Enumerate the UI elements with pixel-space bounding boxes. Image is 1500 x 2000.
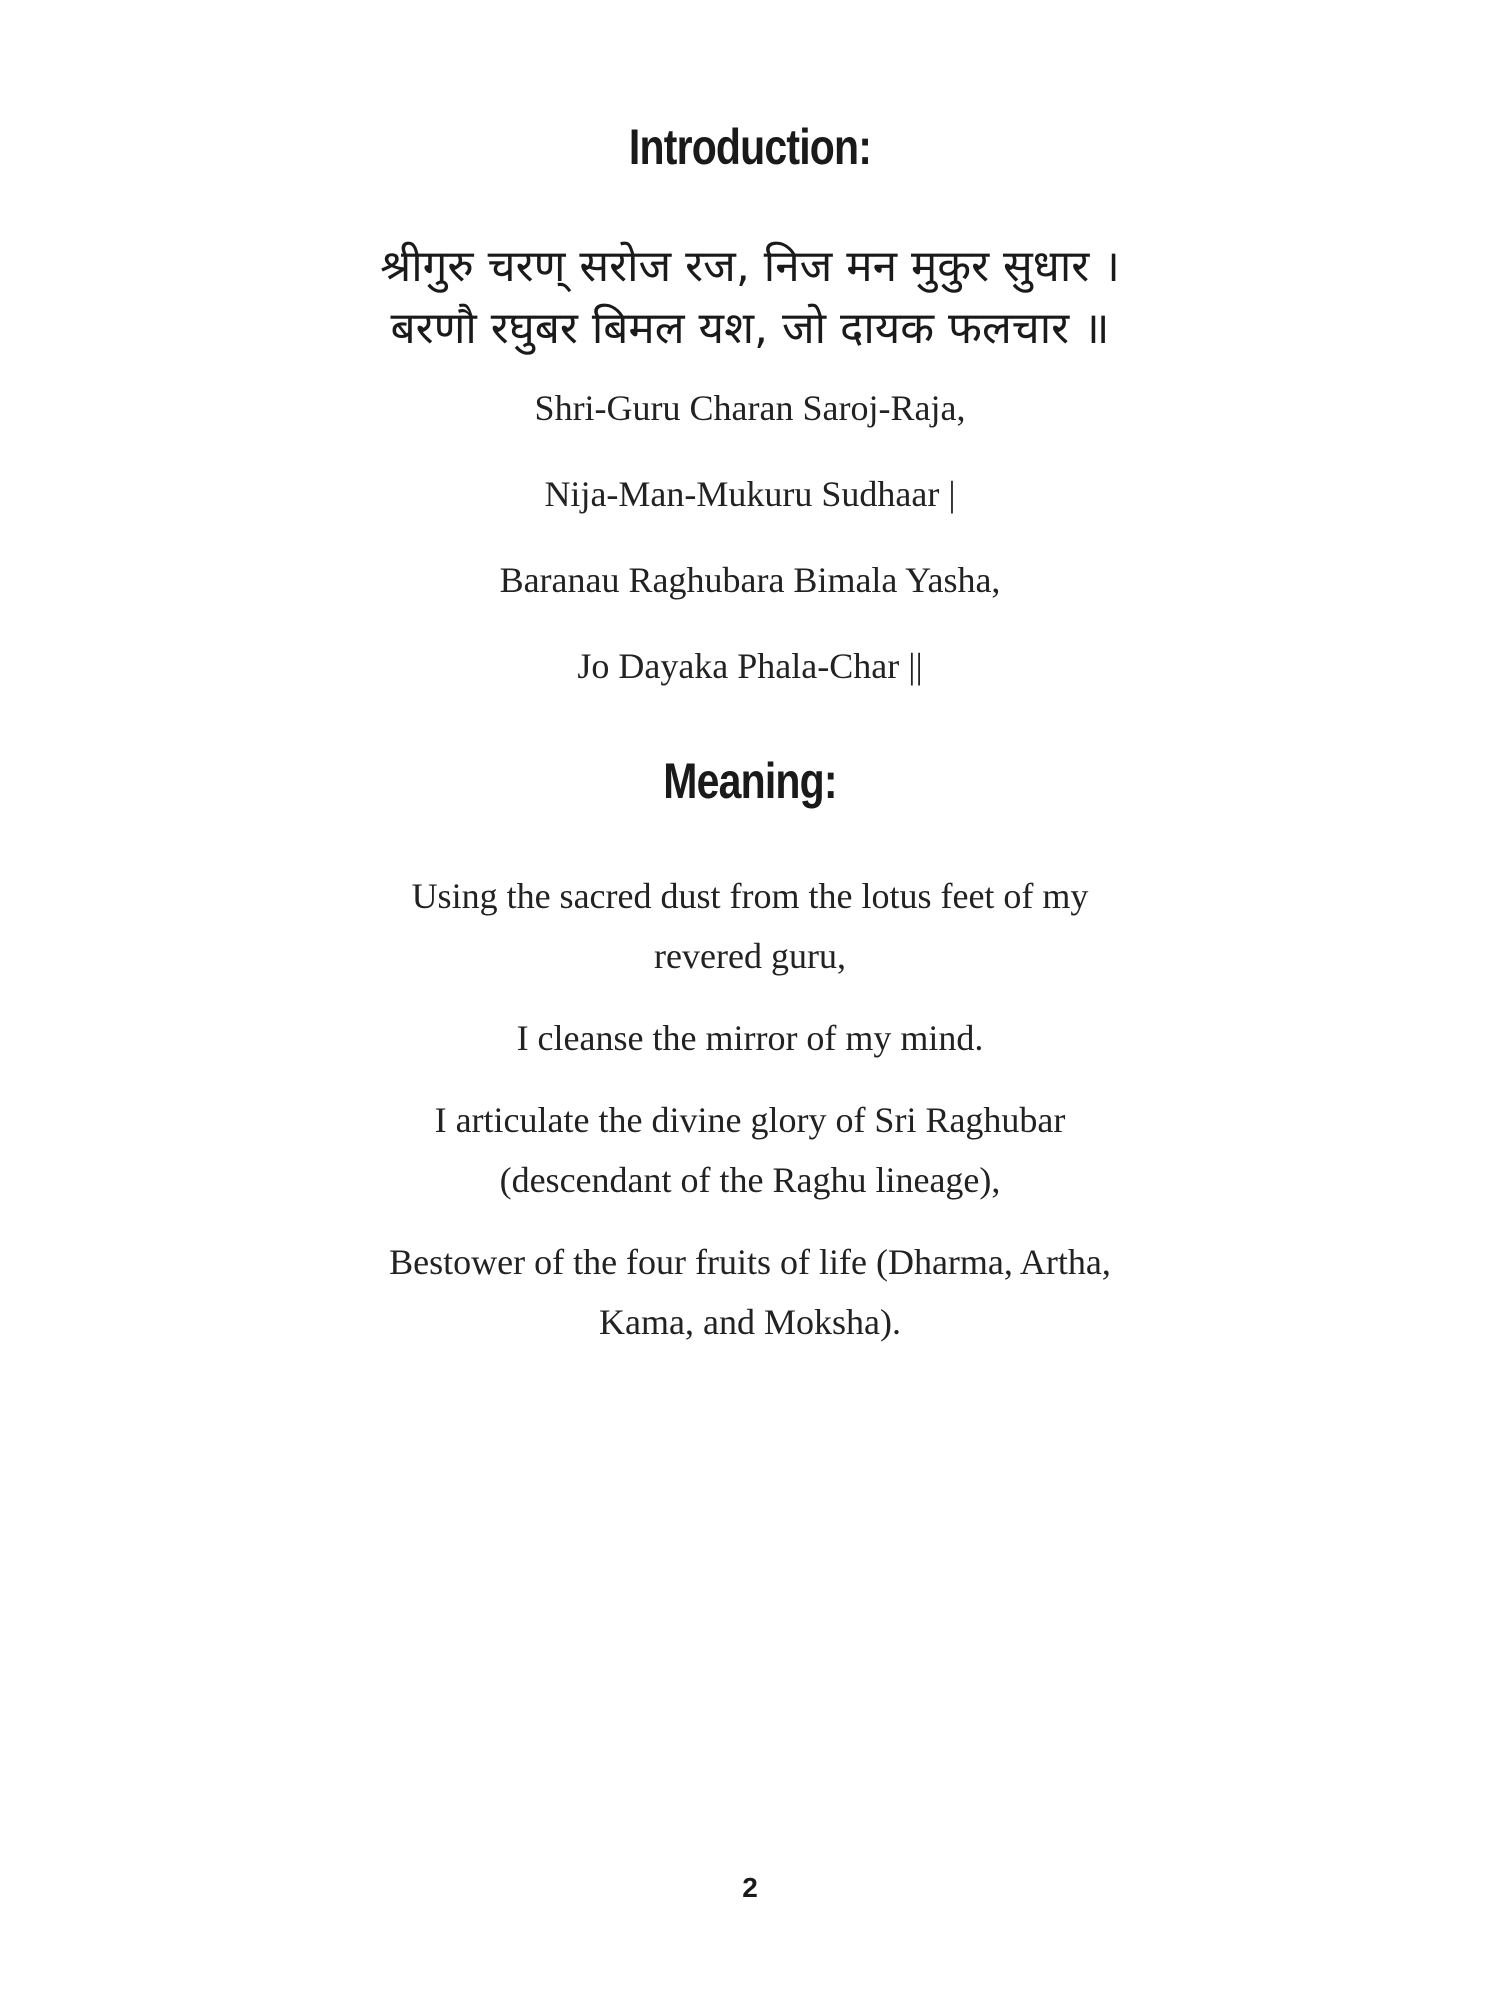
transliteration-line: Nija-Man-Mukuru Sudhaar | — [544, 474, 956, 514]
meaning-line: Bestower of the four fruits of life (Dharma, Artha, — [389, 1242, 1111, 1282]
page-number: 2 — [742, 1872, 758, 1903]
meaning-heading: Meaning: — [663, 753, 837, 809]
devanagari-line: बरणौ रघुबर बिमल यश, जो दायक फलचार ॥ — [390, 303, 1110, 354]
meaning-line: Using the sacred dust from the lotus feet of my — [411, 876, 1089, 916]
devanagari-verse — [0, 236, 1500, 360]
meaning-paragraph — [0, 866, 1500, 986]
meaning-line: I articulate the divine glory of Sri Raghubar — [434, 1100, 1066, 1140]
transliteration-line: Baranau Raghubara Bimala Yasha, — [499, 560, 1001, 600]
devanagari-line: श्रीगुरु चरण् सरोज रज, निज मन मुकुर सुधार । — [380, 241, 1120, 292]
meaning-line: (descendant of the Raghu lineage), — [499, 1160, 1001, 1200]
transliteration-line: Jo Dayaka Phala-Char || — [577, 646, 923, 686]
meaning-line: I cleanse the mirror of my mind. — [516, 1018, 984, 1058]
meaning-paragraph — [0, 1090, 1500, 1210]
introduction-heading: Introduction: — [628, 119, 872, 175]
transliteration-block — [0, 365, 1500, 709]
meaning-paragraph — [0, 1008, 1500, 1068]
meaning-block — [0, 866, 1500, 1374]
meaning-line: revered guru, — [654, 936, 846, 976]
meaning-line: Kama, and Moksha). — [599, 1302, 901, 1342]
transliteration-line: Shri-Guru Charan Saroj-Raja, — [534, 388, 966, 428]
meaning-paragraph — [0, 1232, 1500, 1352]
